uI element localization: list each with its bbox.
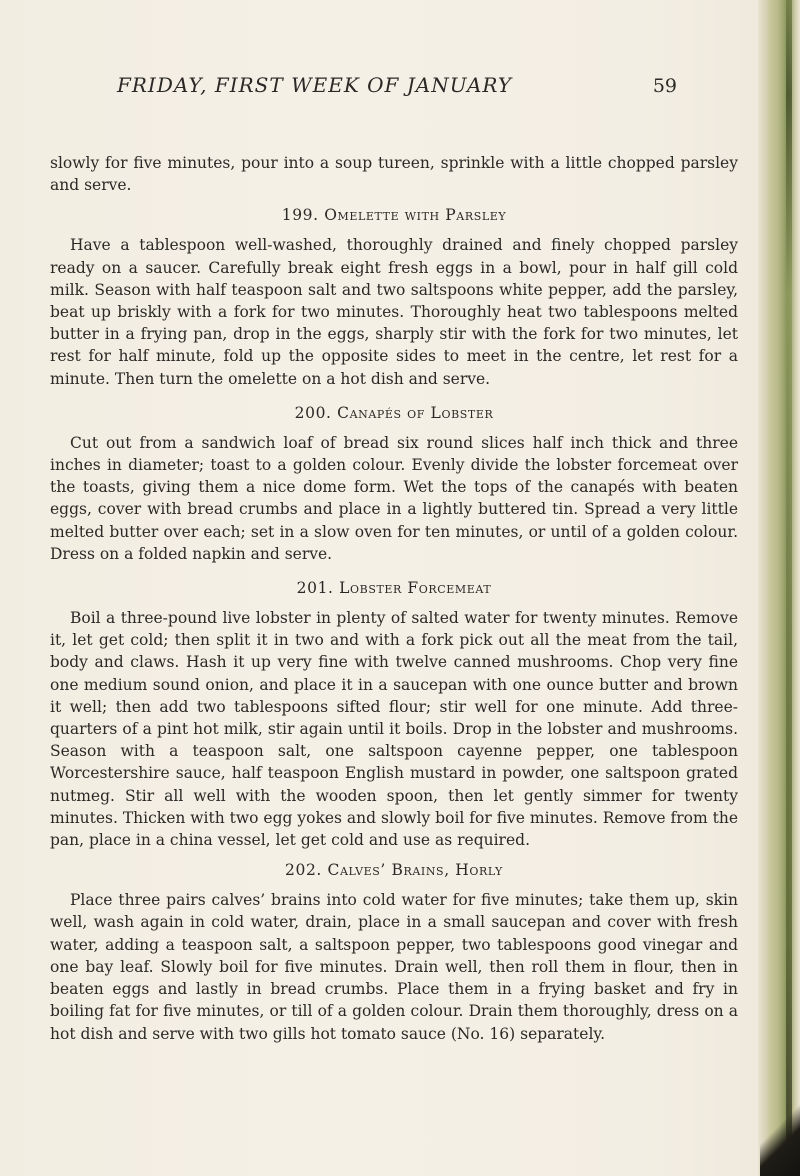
corner-shadow — [760, 1096, 800, 1176]
recipe-title: Omelette with Parsley — [324, 206, 507, 225]
recipe-number: 201. — [296, 579, 334, 598]
page-header — [117, 73, 677, 105]
recipe-paragraph: Boil a three-pound live lobster in plenty of salted water for twenty minutes. Remove it, let get cold; then split it in two and with a fork pick out all the meat from the tail, body and claws. Hash it up very fine with twelve canned mushrooms. Chop very fine one medium sound onion, and place it in a saucepan with one ounce butter and brown it well; then add two tablespoons sifted flour; stir well for one minute. Add three-quarters of a pint hot milk, stir again until it boils. Drop in the lobster and mushrooms. Season with a teaspoon salt, one saltspoon cayenne pepper, one tablespoon Worcestershire sauce, half teaspoon English mustard in powder, one saltspoon grated nutmeg. Stir all well with the wooden spoon, then let gently simmer for twenty minutes. Thicken with two egg yokes and slowly boil for five minutes. Remove from the pan, place in a china vessel, let get cold and use as required. — [50, 609, 738, 850]
recipe-heading — [50, 579, 738, 597]
recipe-title: Canapés of Lobster — [337, 403, 494, 422]
spine-shadow — [786, 0, 792, 1176]
recipe-number: 202. — [285, 861, 322, 880]
recipe-paragraph: Place three pairs calves’ brains into cold water for five minutes; take them up, skin well, wash again in cold water, drain, place in a small saucepan and cover with fresh water, adding a teaspoon salt, a saltspoon pepper, two tablespoons good vinegar and one bay leaf. Slowly boil for five minutes. Drain well, then roll them in flour, then in beaten eggs and lastly in bread crumbs. Place them in a frying basket and fry in boiling fat for five minutes, or till of a golden colour. Drain them thoroughly, dress on a hot dish and serve with two gills hot tomato sauce (No. 16) separately. — [50, 891, 738, 1043]
book-spine-edge — [758, 0, 800, 1176]
recipe-heading — [50, 861, 738, 879]
recipe-paragraph: Have a tablespoon well-washed, thoroughly drained and finely chopped parsley ready on a saucer. Carefully break eight fresh eggs in a bowl, pour in half gill cold milk. Season with half teaspoon salt and two saltspoons white pepper, add the parsley, beat up briskly with a fork for two minutes. Thoroughly heat two tablespoons melted butter in a frying pan, drop in the eggs, sharply stir with the fork for two minutes, let rest for half minute, fold up the opposite sides to meet in the centre, let rest for a minute. Then turn the omelette on a hot dish and serve. — [50, 236, 738, 388]
recipe-number: 199. — [281, 206, 319, 225]
recipe-heading — [50, 404, 738, 422]
recipe-heading — [50, 206, 738, 224]
page-number: 59 — [652, 75, 677, 97]
recipe-number: 200. — [294, 403, 332, 422]
continued-paragraph: slowly for five minutes, pour into a soup tureen, sprinkle with a little chopped parsley and serve. — [50, 154, 738, 195]
recipe-paragraph: Cut out from a sandwich loaf of bread six round slices half inch thick and three inches in diameter; toast to a golden colour. Evenly divide the lobster forcemeat over the toasts, giving them a nice dome form. Wet the tops of the canapés with beaten eggs, cover with bread crumbs and place in a lightly buttered tin. Spread a very little melted butter over each; set in a slow oven for ten minutes, or until of a golden colour. Dress on a folded napkin and serve. — [50, 433, 738, 563]
recipe-title: Lobster Forcemeat — [339, 579, 492, 598]
page-body — [50, 152, 738, 1045]
recipe-title: Calves’ Brains, Horly — [327, 861, 503, 880]
running-title: FRIDAY, FIRST WEEK OF JANUARY — [117, 73, 513, 97]
